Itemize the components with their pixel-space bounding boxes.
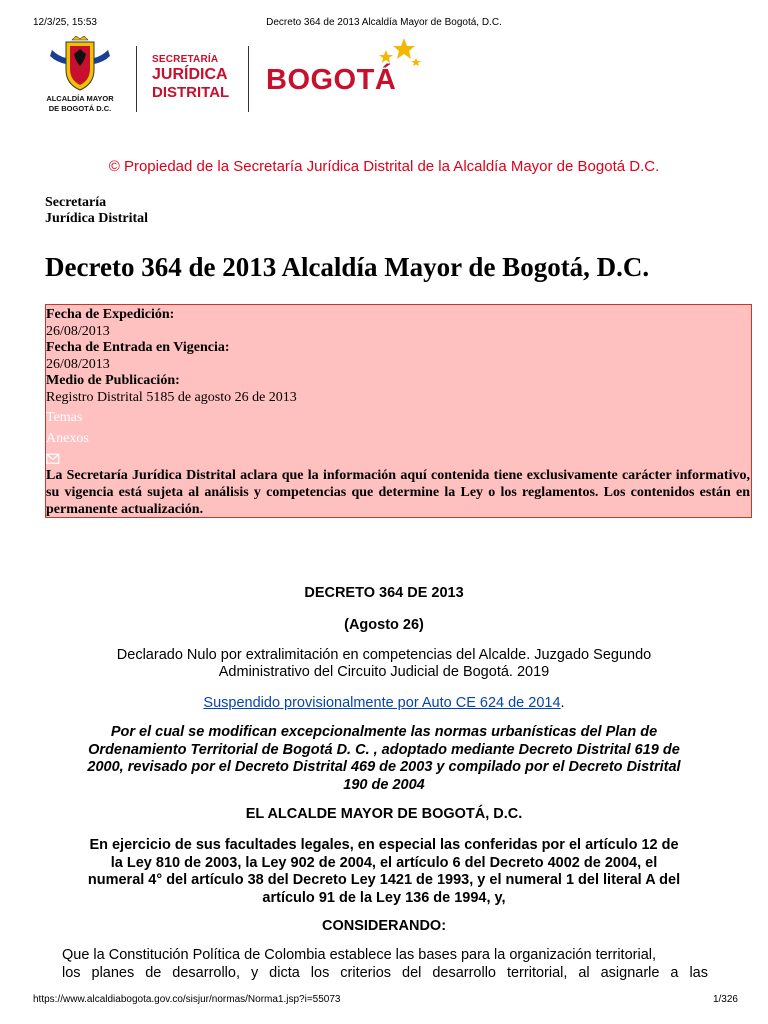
- print-datetime: 12/3/25, 15:53: [33, 17, 97, 28]
- facultades-line: En ejercicio de sus facultades legales, en especial las conferidas por el artículo 12 de: [89, 837, 679, 853]
- decree-heading: DECRETO 364 DE 2013: [304, 585, 464, 601]
- print-page-title: Decreto 364 de 2013 Alcaldía Mayor de Bogotá, D.C.: [266, 17, 502, 28]
- alcaldia-caption-1: ALCALDÍA MAYOR: [46, 94, 114, 103]
- temas-link[interactable]: Temas: [46, 409, 83, 425]
- entity-line-1: Secretaría: [45, 195, 107, 210]
- facultades-line: la Ley 810 de 2003, la Ley 902 de 2004, el artículo 6 del Decreto 4002 de 2004, el: [110, 854, 658, 871]
- fecha-vigencia-value: 26/08/2013: [46, 356, 110, 372]
- facultades-line: artículo 91 de la Ley 136 de 1994, y,: [262, 889, 506, 906]
- alcaldia-caption-2: DE BOGOTÁ D.C.: [48, 104, 112, 113]
- decree-info-box: [45, 304, 752, 518]
- alcalde-heading: EL ALCALDE MAYOR DE BOGOTÁ, D.C.: [245, 806, 523, 822]
- logo-divider: [248, 46, 249, 112]
- header-logos: [44, 36, 444, 116]
- considerando-heading: CONSIDERANDO:: [321, 918, 447, 934]
- suspendido-period: .: [560, 695, 565, 711]
- stars-icon: [364, 36, 424, 76]
- entity-name: [45, 195, 148, 227]
- coat-of-arms-icon: [44, 36, 116, 94]
- anexos-link[interactable]: Anexos: [46, 430, 89, 446]
- epigrafe-line: Por el cual se modifican excepcionalmente las normas urbanísticas del Plan de: [110, 724, 658, 740]
- facultades: [60, 837, 708, 907]
- print-footer: [0, 994, 768, 1008]
- epigrafe-line: 190 de 2004: [343, 776, 425, 793]
- logo-divider: [136, 46, 137, 112]
- fecha-vigencia-label: Fecha de Entrada en Vigencia:: [46, 340, 230, 356]
- email-icon[interactable]: [46, 450, 751, 468]
- sjd-line-2: JURÍDICA: [152, 66, 228, 83]
- print-url: https://www.alcaldiabogota.gov.co/sisjur/normas/Norma1.jsp?i=55073: [33, 994, 341, 1005]
- epigrafe: [60, 724, 708, 794]
- print-header: [0, 17, 768, 31]
- nulo-line-2: Administrativo del Circuito Judicial de Bogotá. 2019: [218, 664, 550, 680]
- epigrafe-line: 2000, revisado por el Decreto Distrital 469 de 2003 y compilado por el Decreto Distrital: [87, 759, 681, 775]
- print-page-number: 1/326: [712, 994, 738, 1005]
- bogota-logo[interactable]: [264, 36, 414, 116]
- sjd-line-1: SECRETARÍA: [152, 54, 219, 65]
- considerando-line: los planes de desarrollo, y dicta los criterios del desarrollo territorial, al asignarle a las: [62, 964, 708, 981]
- entity-line-2: Jurídica Distrital: [45, 211, 149, 226]
- secretaria-juridica-logo[interactable]: [152, 54, 232, 101]
- suspendido-link[interactable]: Suspendido provisionalmente por Auto CE 624 de 2014: [203, 695, 561, 711]
- fecha-expedicion-label: Fecha de Expedición:: [46, 307, 175, 322]
- decree-date: (Agosto 26): [344, 617, 424, 633]
- nulo-line-1: Declarado Nulo por extralimitación en competencias del Alcalde. Juzgado Segundo: [116, 647, 652, 663]
- facultades-line: numeral 4° del artículo 38 del Decreto Ley 1421 de 1993, y el numeral 1 del literal A del: [87, 872, 681, 888]
- copyright-notice: © Propiedad de la Secretaría Jurídica Distrital de la Alcaldía Mayor de Bogotá D.C.: [108, 158, 660, 175]
- sjd-line-3: DISTRITAL: [152, 84, 230, 101]
- epigrafe-line: Ordenamiento Territorial de Bogotá D. C. , adoptado mediante Decreto Distrital 619 de: [88, 741, 680, 758]
- fecha-expedicion-value: 26/08/2013: [46, 323, 110, 339]
- alcaldia-logo[interactable]: [44, 36, 116, 116]
- medio-publicacion-label: Medio de Publicación:: [46, 373, 180, 389]
- page-title: Decreto 364 de 2013 Alcaldía Mayor de Bogotá, D.C.: [45, 252, 650, 282]
- bogota-wordmark: BOGOTÁ: [266, 64, 397, 96]
- suspendido-note: [60, 695, 708, 711]
- disclaimer-text: La Secretaría Jurídica Distrital aclara que la información aquí contenida tiene exclusivamente carácter informativo, su vigencia está sujeta al análisis y competencias que determine la Ley o los reglamentos. Los contenidos están en permanente actualización.: [46, 467, 750, 517]
- considerando-paragraph: [62, 947, 708, 982]
- medio-publicacion-value: Registro Distrital 5185 de agosto 26 de 2013: [46, 389, 297, 405]
- nulo-note: [60, 647, 708, 681]
- considerando-line: Que la Constitución Política de Colombia establece las bases para la organización territorial,: [62, 947, 657, 963]
